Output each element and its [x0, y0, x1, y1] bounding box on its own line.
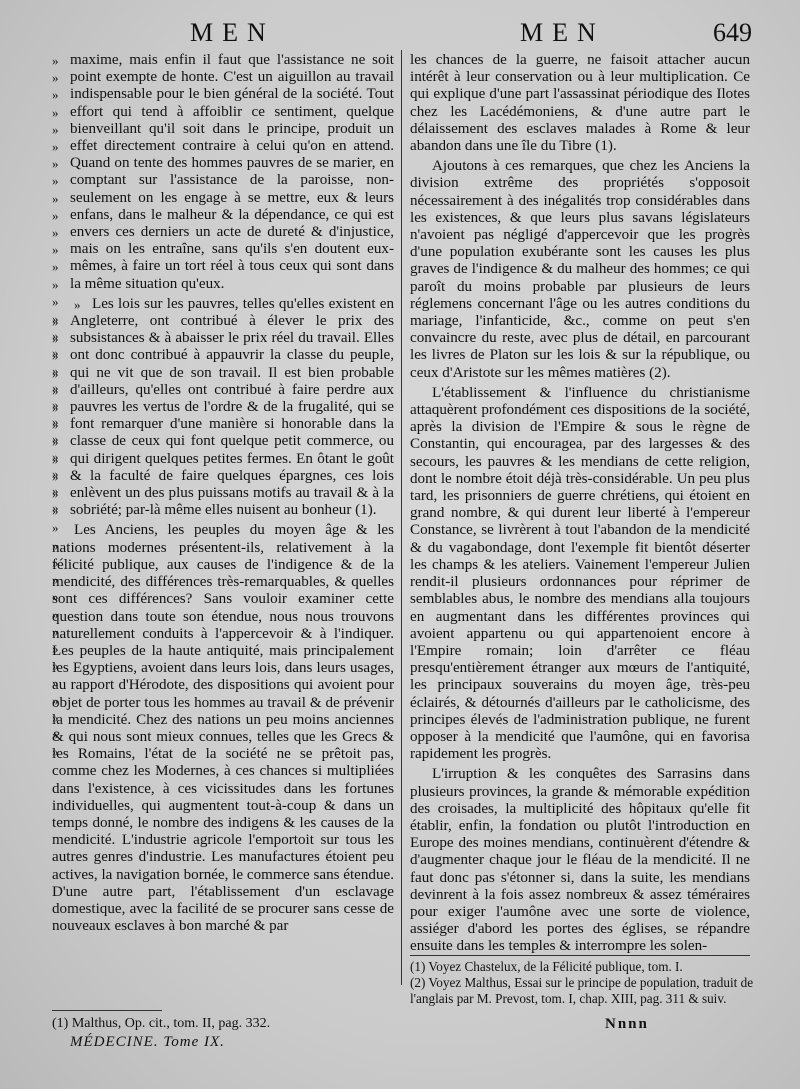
signature-mark-left: MÉDECINE. Tome IX. — [70, 1034, 225, 1050]
signature-mark-right: Nnnn — [605, 1016, 649, 1032]
footnote-rule-right — [410, 955, 750, 956]
left-paragraph-3: Les Anciens, les peuples du moyen âge & les nations modernes présentent-ils, relativement à la félicité publique, aux causes de l'indigence & de la mendicité, des différences très-remarquables, & quelles sont ces différences? Sans vouloir examiner cette question dans toute son étendue, nous nous trouvons naturellement conduits à l'appercevoir & à l'indiquer. Les peuples de la haute antiquité, mais principalement les Egyptiens, avoient dans leurs lois, dans leurs usages, au rapport d'Hérodote, des dispositions qui avoient pour objet de porter tous les hommes au travail & de prévenir la mendicité. Chez des nations un peu moins anciennes & qui nous sont mieux connues, telles que les Grecs & les Romains, l'état de la société ne se prêtoit pas, comme chez les Modernes, à ces chances si multipliées dans l'existence, à ces vicissitudes dans les fortunes individuelles, qui augmentent tout-à-coup & dans un temps donné, le nombre des indigens & les causes de la mendicité. L'industrie agricole l'emportoit sur tous les autres genres d'industrie. Les manufactures étoient peu actives, la navigation bornée, le commerce sans étendue. D'une autre part, l'établissement d'un esclavage domestique, avec la facilité de se procurer sans cesse de nouveaux esclaves à bon marché & par — [52, 522, 394, 935]
running-head-left: MEN — [190, 18, 275, 47]
left-paragraph-1: » » » » » » » » » » » » » » » » » » » » » » » » » » » maxime, mais enfin il faut que l'assistance ne soit point exempte de honte. C'est un aiguillon au travail indispensable pour le bien général de la société. Tout effort qui tend à affoiblir ce sentiment, quelque bienveillant qu'il soit dans le principe, produit un effet directement contraire à celui qu'on en attend. Quand on tente des hommes pauvres de se marier, en comptant sur l'assistance de la paroisse, non-seulement on les engage à se mettre, eux & leurs enfans, dans le malheur & la dépendance, ce qui est envers ces derniers un acte de dureté & d'injustice, mais on les entraîne, sans qu'ils s'en doutent eux-mêmes, à faire un tort réel à tous ceux qui sont dans la même situation qu'eux. — [52, 52, 394, 293]
page-number: 649 — [713, 18, 752, 47]
footnote-rule-left — [52, 1010, 162, 1011]
footnote-right-2: (2) Voyez Malthus, Essai sur le principe de population, traduit de l'anglais par M. Prevost, tom. I, chap. XIII, pag. 311 & suiv. — [410, 975, 754, 1006]
footnote-left: (1) Malthus, Op. cit., tom. II, pag. 332. — [52, 1016, 271, 1031]
left-column — [52, 52, 394, 938]
right-column — [410, 52, 750, 959]
right-paragraph-3: L'établissement & l'influence du christianisme attaquèrent profondément ces dispositions de la société, après la division de l'Empire & sous le règne de Constantin, qui encouragea, par des largesses & des secours, les pauvres & les mendians de cette religion, dont le nombre étoit déjà très-considérable. Un peu plus tard, les prisonniers de guerre chrétiens, qui étoient en grand nombre, & qui durent leur liberté à l'empereur Constance, se livrèrent à tout l'abandon de la mendicité & du vagabondage, dont l'exemple fit bientôt déserter les champs & les ateliers. Vainement l'empereur Julien rendit-il plusieurs ordonnances pour réprimer de semblables abus, le nombre des mendians alla toujours en augmentant dans les différentes provinces qui avoient appartenu ou qui appartenoient encore à l'Empire romain; loin d'arrêter ce fléau presqu'entièrement étranger aux mœurs de l'antiquité, les principaux souverains du moyen âge, très-peu éclairés, & détournés d'ailleurs par le catholicisme, des principes élevés de l'administration publique, ne furent opposer à la mendicité que l'aumône, qui en favorisa rapidement les progrès. — [410, 384, 750, 763]
right-paragraph-1: les chances de la guerre, ne faisoit attacher aucun intérêt à leur conservation ou à leur multiplication. Ce qui explique d'une part l'assassinat périodique des Ilotes chez les Lacédémoniens, & d'une autre part le délaissement des esclaves malades à Rome & leur abandon dans une île du Tibre (1). — [410, 52, 750, 155]
running-head-right: MEN — [520, 18, 605, 47]
footnotes-right — [410, 959, 755, 1007]
column-divider — [401, 50, 402, 985]
right-paragraph-4: L'irruption & les conquêtes des Sarrasins dans plusieurs provinces, la grande & mémorable expédition des croisades, la multiplicité des hôpitaux qu'elle fit établir, enfin, la fondation ou plutôt l'introduction en Europe des moines mendians, continuèrent d'étendre & d'augmenter chaque jour le fléau de la mendicité. Il ne faut donc pas s'étonner si, dans la suite, les mendians devinrent à la fois assez nombreux & assez téméraires pour exiger l'aumône avec une sorte de violence, assiéger d'abord les portes des églises, se répandre ensuite dans les temples & interrompre les solen- — [410, 766, 750, 955]
left-paragraph-2: » » » » » » » » » » » » » » » » » » » » » » » » » » » Les lois sur les pauvres, telles qu'elles existent en Angleterre, ont contribué à élever le prix des subsistances & à abaisser le prix réel du travail. Elles ont donc contribué à appauvrir la classe du peuple, qui ne vit que de son travail. Il est bien probable d'ailleurs, qu'elles ont contribué à faire perdre aux pauvres les vertus de l'ordre & de la frugalité, qui se font remarquer d'une manière si honorable dans la classe de ceux qui font quelque petit commerce, ou qui dirigent quelques petites fermes. En ôtant le goût & la faculté de faire quelques épargnes, ces lois enlèvent un des plus puissans motifs au travail & à la sobriété; par-là même elles nuisent au bonheur (1). — [52, 296, 394, 520]
footnote-right-1: (1) Voyez Chastelux, de la Félicité publique, tom. I. — [410, 959, 683, 974]
right-paragraph-2: Ajoutons à ces remarques, que chez les Anciens la division extrême des propriétés s'opposoit nécessairement à des inégalités trop considérables dans les existences, & que leurs plus savans législateurs n'avoient pas négligé d'appercevoir que les progrès d'une population exubérante sont les causes les plus graves de l'indigence & du malheur des hommes; ce qui paroît du moins probable par plusieurs de leurs réglemens concernant l'âge ou les autres conditions du mariage, l'infanticide, &c., comme on peut s'en convaincre du reste, avec plus de détail, en parcourant les livres de Platon sur les lois & sur la république, ou ceux d'Aristote sur les mêmes matières (2). — [410, 158, 750, 381]
